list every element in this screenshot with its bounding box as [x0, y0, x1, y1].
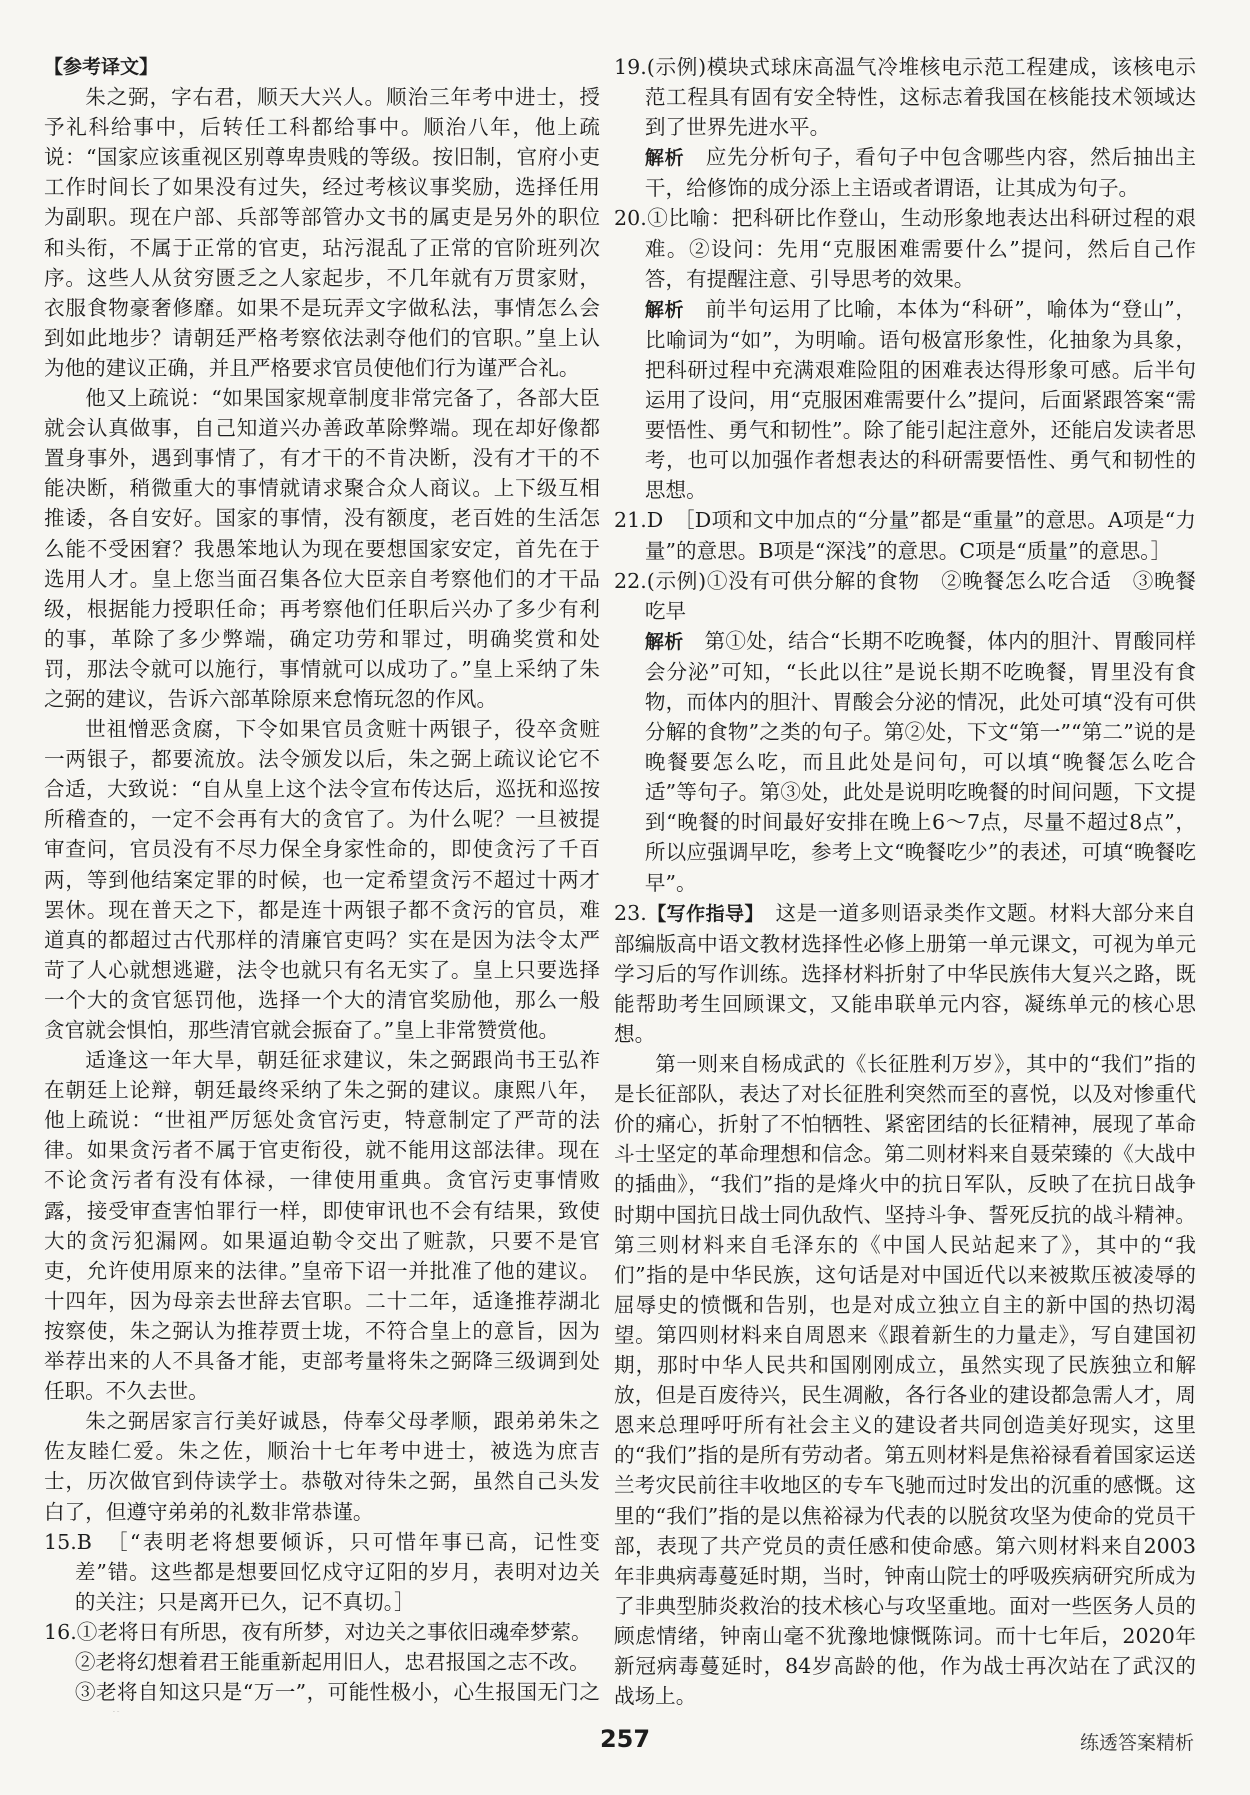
answer-16-line: ②老将幻想着君王能重新起用旧人，忠君报国之志不改。 — [74, 1649, 590, 1674]
left-column — [44, 52, 600, 1712]
analysis-text: 第①处，结合“长期不吃晚餐，体内的胆汁、胃酸同样会分泌”可知，“长此以往”是说长期不吃晚餐，胃里没有食物，而体内的胆汁、胃酸会分泌的情况，此处可填“没有可供分解的食物”之类的句子。第②处，下文“第一”“第二”说的是晚餐要怎么吃，而且此处是问句，可以填“晚餐怎么吃合适”等句子。第③处，此处是说明吃晚餐的时间问题，下文提到“晚餐的时间最好安排在晚上6～7点，尽量不超过8点”，所以应强调早吃，参考上文“晚餐吃少”的表述，可填“晚餐吃早”。 — [644, 628, 1196, 895]
writing-guide-intro: 这是一道多则语录类作文题。材料大部分来自部编版高中语文教材选择性必修上册第一单元课文，可视为单元学习后的写作训练。选择材料折射了中华民族伟大复兴之路，既能帮助考生回顾课文，又能串联单元内容，凝练单元的核心思想。 — [614, 900, 1196, 1046]
translation-paragraph: 他又上疏说：“如果国家规章制度非常完备了，各部大臣就会认真做事，自己知道兴办善政革除弊端。现在却好像都置身事外，遇到事情了，有才干的不肯决断，没有才干的不能决断，稍微重大的事情就请求聚合众人商议。上下级互相推诿，各自安好。国家的事情，没有额度，老百姓的生活怎么能不受困窘？我愚笨地认为现在要想国家安定，首先在于选用人才。皇上您当面召集各位大臣亲自考察他们的才干品级，根据能力授职任命；再考察他们任职后兴办了多少有利的事，革除了多少弊端，确定功劳和罪过，明确奖赏和处罚，那法令就可以施行，事情就可以成功了。”皇上采纳了朱之弼的建议，告诉六部革除原来怠惰玩忽的作风。 — [44, 386, 600, 711]
answer-19-analysis — [614, 142, 1196, 203]
writing-guide-paragraph: 第一则来自杨成武的《长征胜利万岁》，其中的“我们”指的是长征部队，表达了对长征胜利突然而至的喜悦，以及对惨重代价的痛心，折射了不怕牺牲、紧密团结的长征精神，展现了革命斗士坚定的革命理想和信念。第二则材料来自聂荣臻的《大战中的插曲》，“我们”指的是烽火中的抗日军队，反映了在抗日战争时期中国抗日战士同仇敌忾、坚持斗争、誓死反抗的战斗精神。第三则材料来自毛泽东的《中国人民站起来了》，其中的“我们”指的是中华民族，这句话是对中国近代以来被欺压被凌辱的屈辱史的愤慨和告别，也是对成立独立自主的新中国的热切渴望。第四则材料来自周恩来《跟着新生的力量走》，写自建国初期，那时中华人民共和国刚刚成立，虽然实现了民族独立和解放，但是百废待兴，民生凋敝，各行各业的建设都急需人才，周恩来总理呼吁所有社会主义的建设者共同创造美好现实，这里的“我们”指的是所有劳动者。第五则材料是焦裕禄看着国家运送兰考灾民前往丰收地区的专车飞驰而过时发出的沉重的感慨。这里的“我们”指的是以焦裕禄为代表的以脱贫攻坚为使命的党员干部，表现了共产党员的责任感和使命感。第六则材料来自2003年非典病毒蔓延时期，当时，钟南山院士的呼吸疾病研究所成为了非典型肺炎救治的技术核心与攻坚重地。面对一些医务人员的顾虑情绪，钟南山毫不犹豫地慷慨陈词。而十七年后，2020年新冠病毒蔓延时，84岁高龄的他，作为战士再次站在了武汉的战场上。 — [614, 1052, 1196, 1709]
answer-21: 21.D ［D项和文中加点的“分量”都是“重量”的意思。A项是“力量”的意思。B项是“深浅”的意思。C项是“质量”的意思。］ — [614, 508, 1196, 563]
analysis-label: 解析 — [644, 298, 685, 321]
answer-19: 19.(示例)模块式球床高温气冷堆核电示范工程建成，该核电示范工程具有固有安全特性，这标志着我国在核能技术领域达到了世界先进水平。 — [614, 55, 1196, 140]
analysis-label: 解析 — [644, 147, 685, 170]
answer-20-analysis — [614, 294, 1196, 506]
analysis-text: 前半句运用了比喻，本体为“科研”，喻体为“登山”，比喻词为“如”，为明喻。语句极富形象性，化抽象为具象，把科研过程中充满艰难险阻的困难表达得形象可感。后半句运用了设问，用“克服困难需要什么”提问，后面紧跟答案“需要悟性、勇气和韧性”。除了能引起注意外，还能启发读者思考，也可以加强作者想表达的科研需要悟性、勇气和韧性的思想。 — [644, 296, 1196, 503]
answer-22: 22.(示例)①没有可供分解的食物 ②晚餐怎么吃合适 ③晚餐吃早 — [614, 568, 1196, 623]
writing-guide-label: 【写作指导】 — [646, 902, 755, 925]
analysis-label: 解析 — [644, 630, 684, 653]
answer-23-number: 23. — [614, 900, 647, 925]
footer-book-title: 练透答案精析 — [1079, 1732, 1194, 1754]
answer-16-line: ③老将自知这只是“万一”，可能性极小，心生报国无门之 — [74, 1680, 600, 1705]
analysis-text: 应先分析句子，看句子中包含哪些内容，然后抽出主干，给修饰的成分添上主语或者谓语，让其成为句子。 — [644, 145, 1196, 201]
translation-paragraph: 朱之弼居家言行美好诚恳，侍奉父母孝顺，跟弟弟朱之佐友睦仁爱。朱之佐，顺治十七年考中进士，被选为庶吉士，历次做官到侍读学士。恭敬对待朱之弼，虽然自己头发白了，但遵守弟弟的礼数非常恭谨。 — [44, 1409, 600, 1524]
translation-paragraph: 朱之弼，字右君，顺天大兴人。顺治三年考中进士，授予礼科给事中，后转任工科都给事中。顺治八年，他上疏说：“国家应该重视区别尊卑贵贱的等级。按旧制，官府小吏工作时间长了如果没有过失，经过考核议事奖励，选择任用为副职。现在户部、兵部等部管办文书的属吏是另外的职位和头衔，不属于正常的官吏，玷污混乱了正常的官阶班列次序。这些人从贫穷匮乏之人家起步，不几年就有万贯家财，衣服食物豪奢修靡。如果不是玩弄文字做私法，事情怎么会到如此地步？请朝廷严格考察依法剥夺他们的官职。”皇上认为他的建议正确，并且严格要求官员使他们行为谨严合礼。 — [44, 85, 600, 380]
answer-20: 20.①比喻：把科研比作登山，生动形象地表达出科研过程的艰难。②设问：先用“克服困难需要什么”提问，然后自己作答，有提醒注意、引导思考的效果。 — [614, 206, 1196, 291]
answer-16-line: 16.①老将日有所思，夜有所梦，对边关之事依旧魂牵梦萦。 — [44, 1619, 592, 1644]
translation-heading: 【参考译文】 — [44, 56, 159, 78]
answer-23-intro — [614, 898, 1196, 1049]
answer-22-analysis — [614, 626, 1196, 898]
right-column — [614, 52, 1196, 1712]
translation-paragraph: 适逢这一年大旱，朝廷征求建议，朱之弼跟尚书王弘祚在朝廷上论辩，朝廷最终采纳了朱之弼的建议。康熙八年，他上疏说：“世祖严厉惩处贪官污吏，特意制定了严苛的法律。如果贪污者不属于官吏衔役，就不能用这部法律。现在不论贪污者有没有体禄，一律使用重典。贪官污吏事情败露，接受审查害怕罪行一样，即使审讯也不会有结果，致使大的贪污犯漏网。如果逼迫勒令交出了赃款，只要不是官吏，允许使用原来的法律。”皇帝下诏一并批准了他的建议。十四年，因为母亲去世辞去官职。二十二年，适逢推荐湖北按察使，朱之弼认为推荐贾士垅，不符合皇上的意旨，因为举荐出来的人不具备才能，吏部考量将朱之弼降三级调到处任职。不久去世。 — [44, 1048, 600, 1404]
translation-paragraph: 世祖憎恶贪腐，下令如果官员贪赃十两银子，役卒贪赃一两银子，都要流放。法令颁发以后，朱之弼上疏议论它不合适，大致说：“自从皇上这个法令宣布传达后，巡抚和巡按所稽查的，一定不会再有大的贪官了。为什么呢？一旦被提审查问，官员没有不尽力保全身家性命的，即使贪污了千百两，等到他结案定罪的时候，也一定希望贪污不超过十两才罢休。现在普天之下，都是连十两银子都不贪污的官员，难道真的都超过古代那样的清廉官吏吗？实在是因为法令太严苛了人心就想逃避，法令也就只有名无实了。皇上只要选择一个大的贪官惩罚他，选择一个大的清官奖励他，那么一般贪官就会惧怕，那些清官就会振奋了。”皇上非常赞赏他。 — [44, 717, 600, 1042]
page-number: 257 — [599, 1725, 651, 1753]
writing-guide-paragraph — [614, 1711, 1196, 1712]
answer-15: 15.B ［“表明老将想要倾诉，只可惜年事已高，记性变差”错。这些都是想要回忆戍守辽阳的岁月，表明对边关的关注；只是离开已久，记不真切。］ — [44, 1529, 600, 1614]
